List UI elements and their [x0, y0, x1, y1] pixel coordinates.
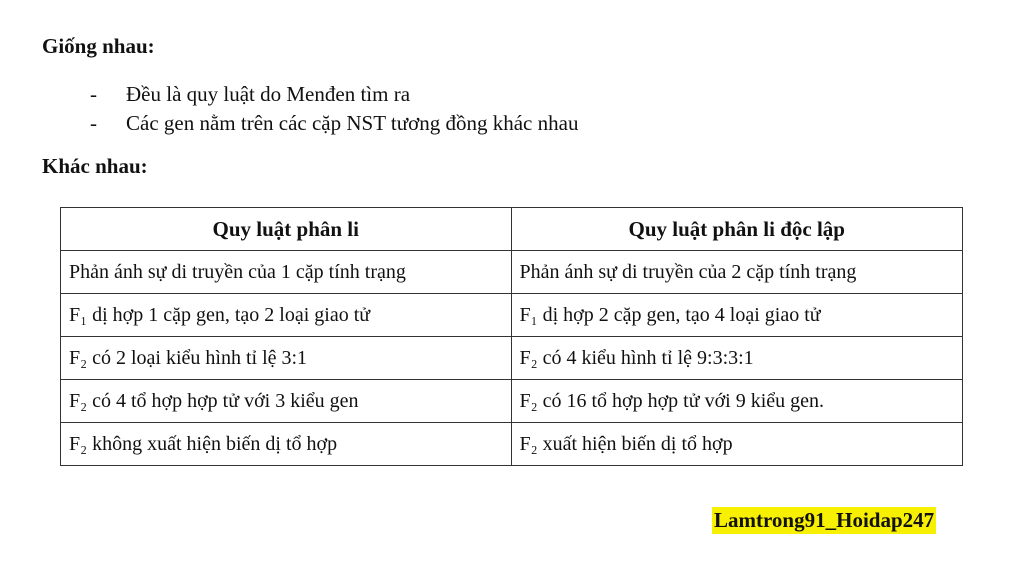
table-cell: Phản ánh sự di truyền của 2 cặp tính trạng: [511, 251, 963, 294]
bullet-dash: -: [90, 82, 97, 106]
column-header-independent-assortment: Quy luật phân li độc lập: [511, 208, 963, 251]
table-cell: F₂ có 4 kiểu hình tỉ lệ 9:3:3:1: [511, 337, 963, 380]
table-row: [61, 337, 963, 380]
table-row: [61, 380, 963, 423]
bullet-dash: -: [90, 111, 97, 135]
list-item-text: Đều là quy luật do Menđen tìm ra: [126, 82, 411, 106]
list-item-text: Các gen nằm trên các cặp NST tương đồng khác nhau: [126, 111, 579, 135]
list-item: [90, 109, 578, 138]
table-cell: F₂ có 2 loại kiểu hình tỉ lệ 3:1: [61, 337, 512, 380]
table-row: [61, 294, 963, 337]
column-header-segregation: Quy luật phân li: [61, 208, 512, 251]
table-cell: F₁ dị hợp 2 cặp gen, tạo 4 loại giao tử: [511, 294, 963, 337]
table-header-row: [61, 208, 963, 251]
similarities-heading: Giống nhau:: [42, 34, 155, 58]
list-item: [90, 80, 578, 109]
table-row: [61, 423, 963, 466]
comparison-table: [60, 207, 963, 466]
table-cell: Phản ánh sự di truyền của 1 cặp tính trạng: [61, 251, 512, 294]
table-cell: F₂ có 4 tổ hợp hợp tử với 3 kiểu gen: [61, 380, 512, 423]
table-cell: F₂ có 16 tổ hợp hợp tử với 9 kiểu gen.: [511, 380, 963, 423]
table-cell: F₂ xuất hiện biến dị tổ hợp: [511, 423, 963, 466]
table-cell: F₂ không xuất hiện biến dị tổ hợp: [61, 423, 512, 466]
similarities-list: [90, 80, 578, 138]
author-signature: Lamtrong91_Hoidap247: [714, 508, 935, 532]
table-cell: F₁ dị hợp 1 cặp gen, tạo 2 loại giao tử: [61, 294, 512, 337]
table-row: [61, 251, 963, 294]
differences-heading: Khác nhau:: [42, 154, 148, 178]
